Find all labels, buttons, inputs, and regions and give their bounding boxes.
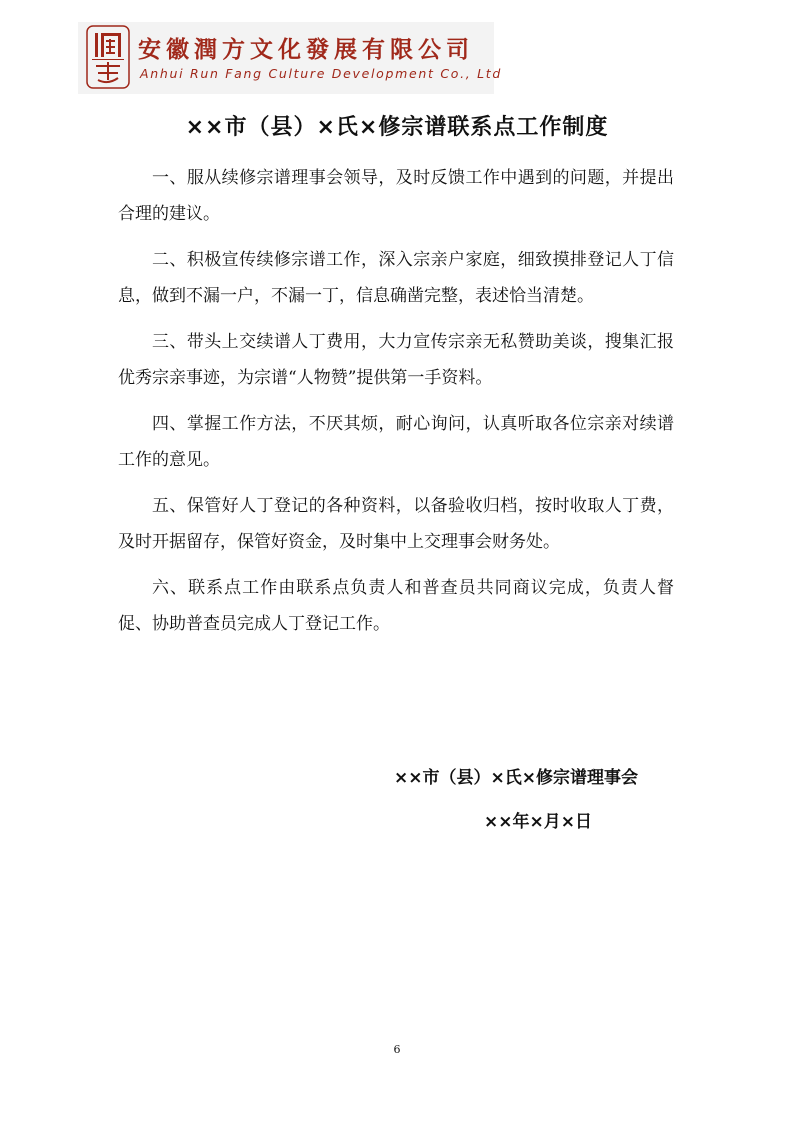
rule-paragraph-1: 一、服从续修宗谱理事会领导，及时反馈工作中遇到的问题，并提出合理的建议。: [118, 168, 674, 224]
document-body: [118, 160, 674, 652]
signature: ××市（县）×氏×修宗谱理事会: [394, 768, 638, 788]
letterhead: [78, 22, 503, 94]
seal-logo-icon: [86, 25, 130, 89]
rule-paragraph-2: 二、积极宣传续修宗谱工作，深入宗亲户家庭，细致摸排登记人丁信息，做到不漏一户，不漏一丁，信息确凿完整，表述恰当清楚。: [118, 250, 674, 306]
rule-paragraph-4: 四、掌握工作方法，不厌其烦，耐心询问，认真听取各位宗亲对续谱工作的意见。: [118, 414, 674, 470]
page-number: 6: [393, 1043, 401, 1056]
rule-paragraph-6: 六、联系点工作由联系点负责人和普查员共同商议完成，负责人督促、协助普查员完成人丁登记工作。: [118, 578, 674, 634]
rule-paragraph-5: 五、保管好人丁登记的各种资料，以备验收归档，按时收取人丁费，及时开据留存，保管好资金，及时集中上交理事会财务处。: [118, 496, 674, 552]
date: ××年×月×日: [484, 812, 592, 832]
rule-paragraph-3: 三、带头上交续谱人丁费用，大力宣传宗亲无私赞助美谈，搜集汇报优秀宗亲事迹，为宗谱“人物赞”提供第一手资料。: [118, 332, 674, 388]
company-name-cn: 安徽潤方文化發展有限公司: [138, 37, 474, 63]
company-name-en: Anhui Run Fang Culture Development Co., Ltd: [140, 66, 503, 81]
document-title: ××市（县）×氏×修宗谱联系点工作制度: [185, 115, 609, 140]
